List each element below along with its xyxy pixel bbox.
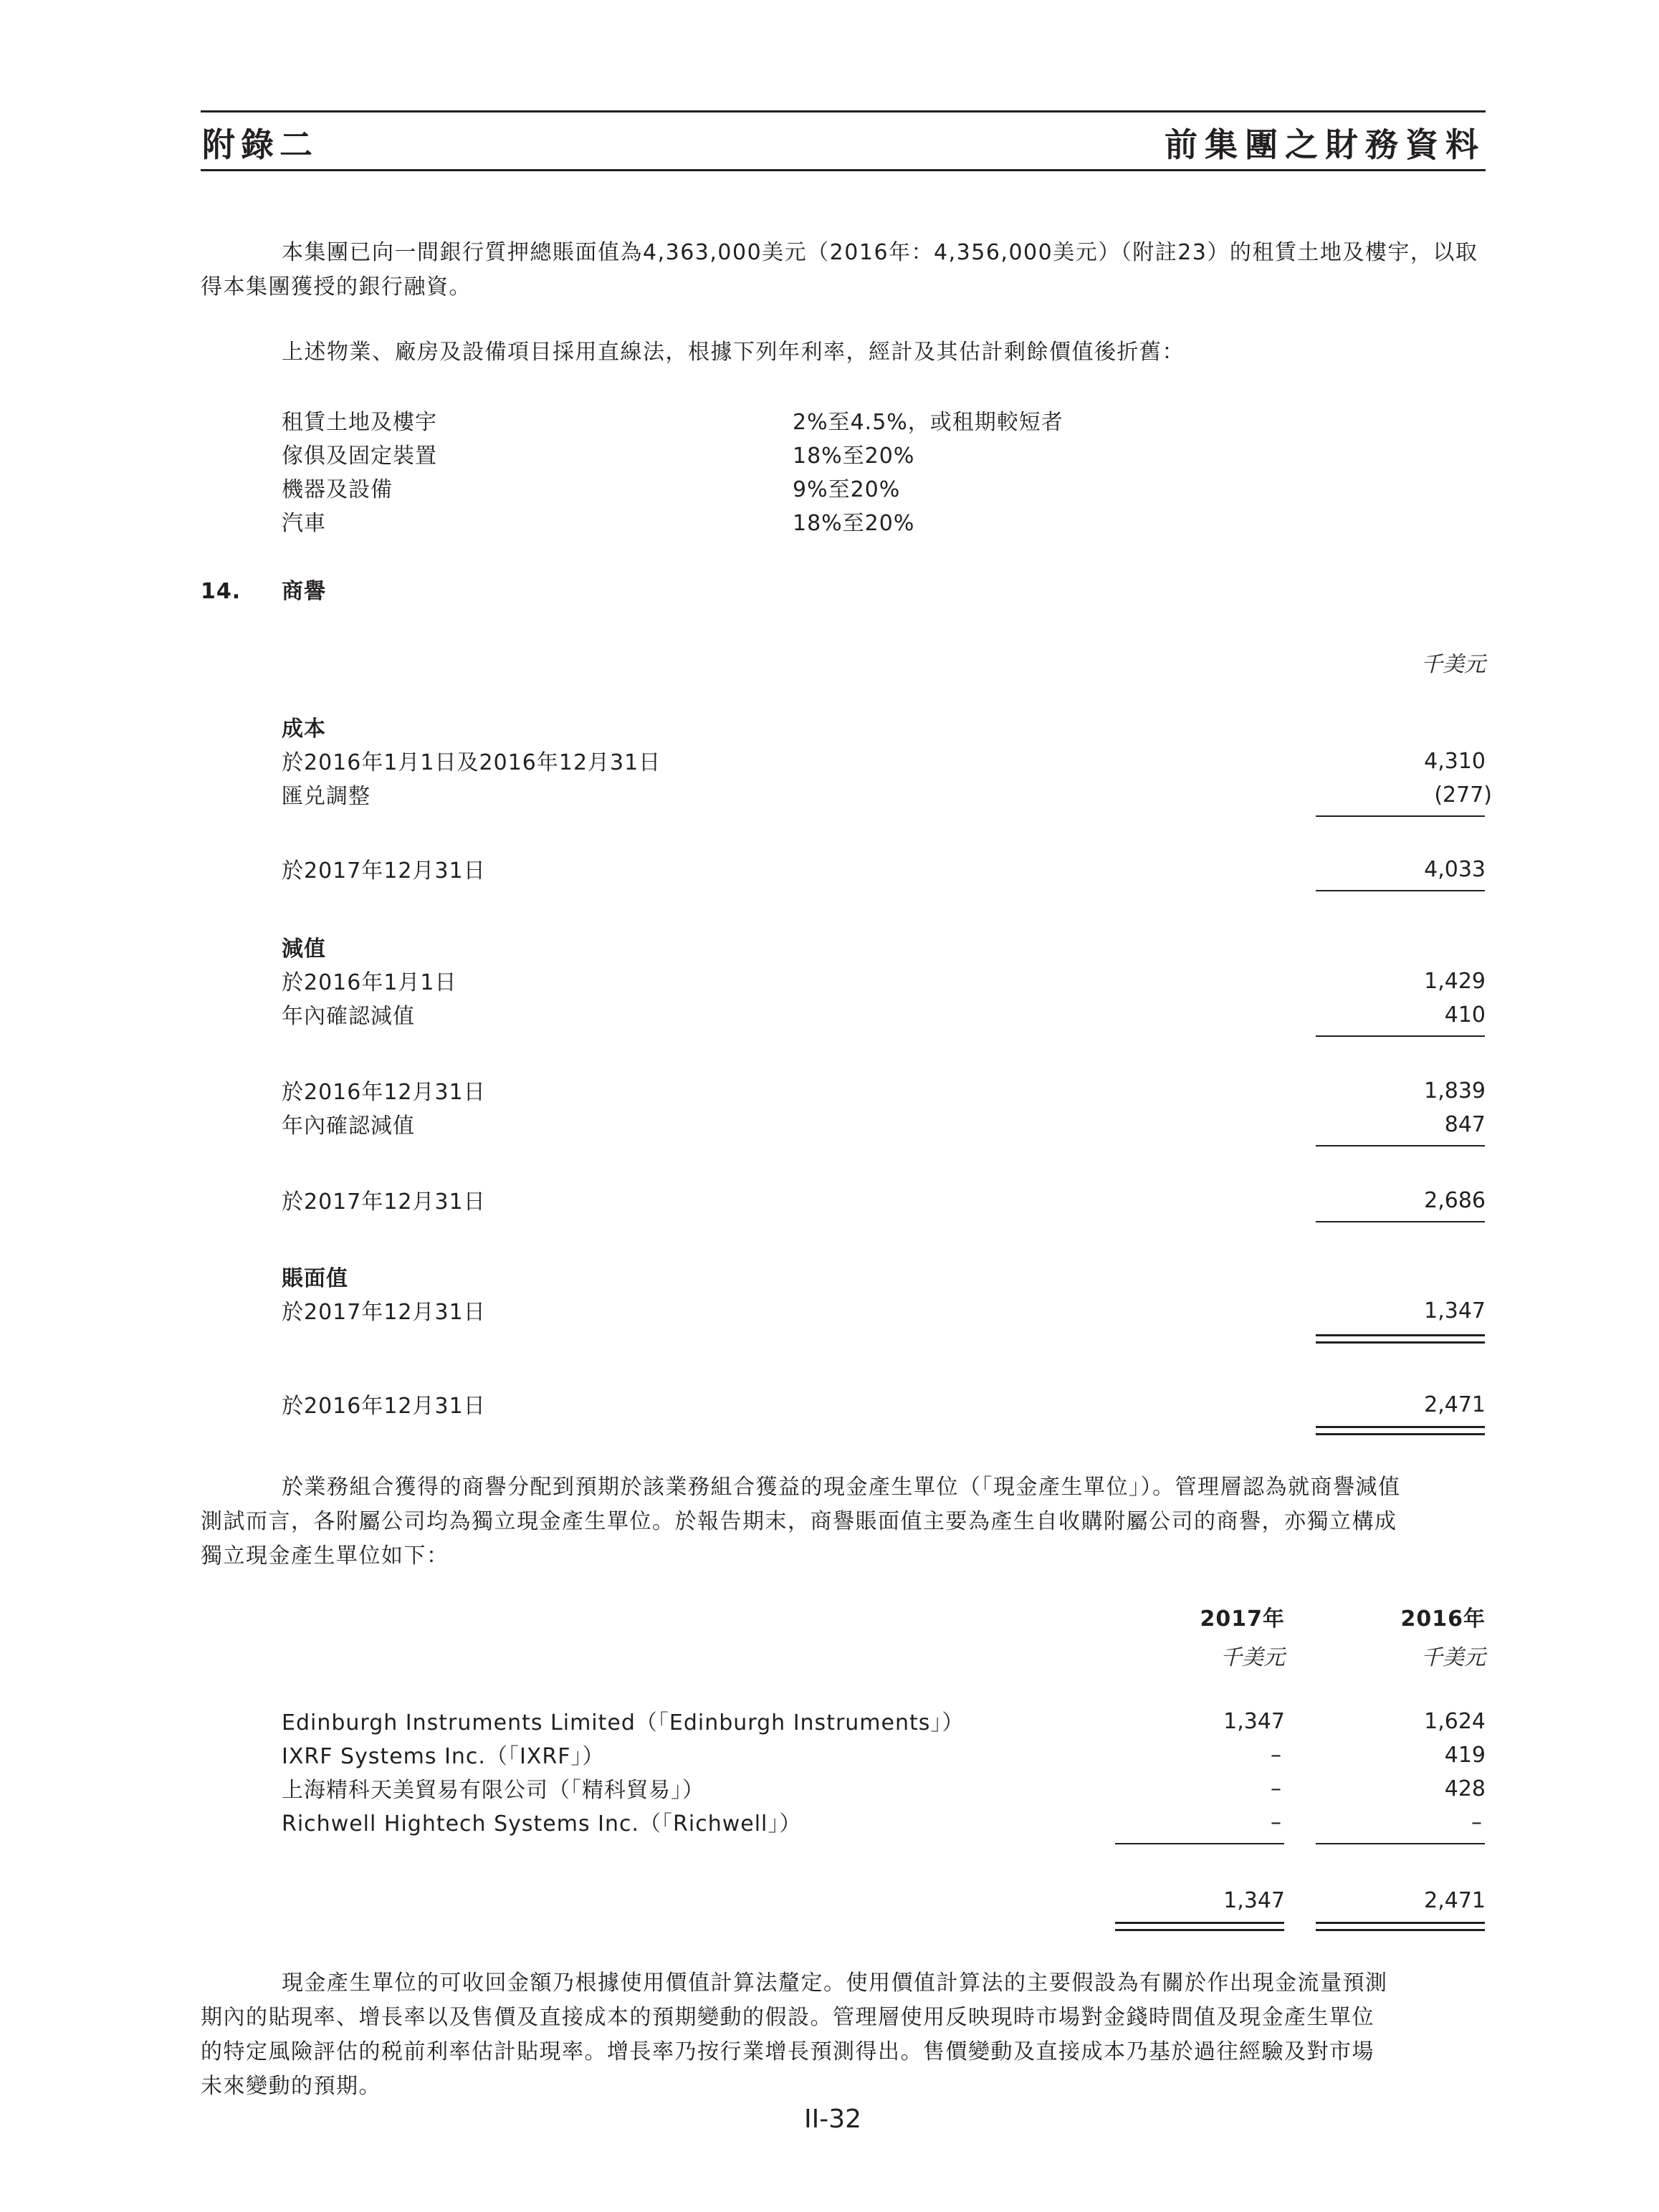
allocation-line2: 測試而言，各附屬公司均為獨立現金產生單位。於報告期末，商譽賬面值主要為產生自收購附屬公司的商譽，亦獨立構成 [201, 1509, 1397, 1534]
cgu-row-2017: – [1271, 1743, 1281, 1768]
carrying-2016-value: 2,471 [1424, 1392, 1486, 1417]
cgu-total-2016: 2,471 [1424, 1888, 1486, 1913]
cost-heading: 成本 [282, 717, 326, 742]
impairment-row-label: 於2016年12月31日 [282, 1080, 486, 1105]
cgu-row-label: IXRF Systems Inc.（「IXRF」） [282, 1744, 605, 1769]
impairment-total-rule [1316, 1221, 1485, 1222]
depreciation-item: 汽車 [282, 511, 326, 536]
closing-line4: 未來變動的預期。 [201, 2074, 381, 2099]
cgu-row-2017: – [1271, 1776, 1281, 1801]
cgu-row-2017: – [1271, 1810, 1281, 1835]
closing-line3: 的特定風險評估的税前利率估計貼現率。增長率乃按行業增長預測得出。售價變動及直接成本乃基於過往經驗及對市場 [201, 2039, 1374, 2064]
carrying-2017-value: 1,347 [1424, 1298, 1486, 1323]
impairment-row-value: 1,839 [1424, 1078, 1486, 1103]
impairment-row-value: 847 [1444, 1112, 1486, 1137]
cgu-col-2016-unit: 千美元 [1421, 1645, 1486, 1670]
carrying-2017-double-rule-bottom [1316, 1341, 1485, 1344]
cgu-subtotal-rule-2016 [1316, 1843, 1485, 1844]
depreciation-rate: 18%至20% [793, 444, 915, 469]
impairment-heading: 減值 [282, 937, 326, 962]
cgu-row-2016: – [1471, 1810, 1482, 1835]
cost-subtotal-rule [1316, 815, 1485, 817]
depreciation-item: 租賃土地及樓宇 [282, 410, 437, 435]
carrying-heading: 賬面值 [282, 1266, 348, 1291]
cgu-row-label: 上海精科天美貿易有限公司（「精科貿易」） [282, 1778, 704, 1803]
allocation-line1: 於業務組合獲得的商譽分配到預期於該業務組合獲益的現金產生單位（「現金產生單位」）。管理層認為就商譽減值 [282, 1475, 1401, 1500]
impairment-row-value: 1,429 [1424, 969, 1486, 994]
closing-line2: 期內的貼現率、增長率以及售價及直接成本的預期變動的假設。管理層使用反映現時市場對金錢時間值及現金產生單位 [201, 2005, 1374, 2030]
cgu-subtotal-rule-2017 [1115, 1843, 1284, 1844]
depreciation-rate: 18%至20% [793, 511, 915, 536]
cgu-row-2017: 1,347 [1223, 1709, 1285, 1734]
carrying-2016-double-rule-bottom [1316, 1433, 1485, 1435]
intro-para2: 上述物業、廠房及設備項目採用直線法，根據下列年利率，經計及其估計剩餘價值後折舊： [282, 340, 1185, 365]
page-number: II-32 [804, 2105, 862, 2134]
cost-row-label: 匯兑調整 [282, 784, 370, 809]
cost-total-rule [1316, 890, 1485, 891]
depreciation-item: 傢俱及固定裝置 [282, 444, 437, 469]
allocation-line3: 獨立現金產生單位如下： [201, 1543, 449, 1569]
cost-total-label: 於2017年12月31日 [282, 858, 486, 884]
cgu-total-double-rule-2016-top [1316, 1922, 1485, 1924]
header-left: 附錄二 [202, 125, 318, 164]
cgu-row-2016: 428 [1444, 1776, 1486, 1801]
carrying-2017-label: 於2017年12月31日 [282, 1300, 486, 1325]
cgu-row-2016: 1,624 [1424, 1709, 1486, 1734]
cost-row-value: (277) [1434, 782, 1492, 808]
cgu-row-label: Edinburgh Instruments Limited（「Edinburgh Instruments」） [282, 1710, 965, 1735]
cgu-total-2017: 1,347 [1223, 1888, 1285, 1913]
depreciation-item: 機器及設備 [282, 477, 393, 502]
depreciation-rate: 2%至4.5%，或租期較短者 [793, 410, 1063, 435]
cost-total-value: 4,033 [1424, 857, 1486, 882]
header-bottom-rule [201, 169, 1486, 171]
cgu-row-2016: 419 [1444, 1743, 1486, 1768]
cgu-col-2017-unit: 千美元 [1220, 1645, 1285, 1670]
carrying-2016-label: 於2016年12月31日 [282, 1394, 486, 1419]
carrying-2016-double-rule-top [1316, 1426, 1485, 1428]
cost-row-label: 於2016年1月1日及2016年12月31日 [282, 750, 661, 775]
cgu-col-2017-year: 2017年 [1200, 1607, 1285, 1632]
impairment-row-value: 410 [1444, 1002, 1486, 1028]
impairment-row-label: 年內確認減值 [282, 1114, 415, 1139]
impairment-subtotal-rule-2 [1316, 1145, 1485, 1146]
cgu-row-label: Richwell Hightech Systems Inc.（「Richwell」） [282, 1811, 802, 1837]
impairment-row-label: 於2016年1月1日 [282, 970, 457, 995]
impairment-total-value: 2,686 [1424, 1188, 1486, 1213]
goodwill-unit: 千美元 [1421, 652, 1486, 677]
cgu-total-double-rule-2017-top [1115, 1922, 1284, 1924]
impairment-row-label: 年內確認減值 [282, 1004, 415, 1029]
intro-para1-line1: 本集團已向一間銀行質押總賬面值為4,363,000美元（2016年：4,356,000美元）（附註23）的租賃土地及樓宇，以取 [282, 240, 1478, 265]
cgu-total-double-rule-2016-bottom [1316, 1929, 1485, 1931]
section-number: 14. [201, 579, 242, 604]
carrying-2017-double-rule-top [1316, 1334, 1485, 1336]
impairment-total-label: 於2017年12月31日 [282, 1189, 486, 1215]
header-right: 前集團之財務資料 [1165, 125, 1486, 164]
closing-line1: 現金產生單位的可收回金額乃根據使用價值計算法釐定。使用價值計算法的主要假設為有關於作出現金流量預測 [282, 1971, 1388, 1996]
cgu-col-2016-year: 2016年 [1400, 1607, 1486, 1632]
cost-row-value: 4,310 [1424, 749, 1486, 774]
impairment-subtotal-rule-1 [1316, 1035, 1485, 1037]
section-title: 商譽 [282, 579, 326, 604]
header-top-rule [201, 110, 1486, 112]
intro-para1-line2: 得本集團獲授的銀行融資。 [201, 274, 472, 300]
cgu-total-double-rule-2017-bottom [1115, 1929, 1284, 1931]
depreciation-rate: 9%至20% [793, 477, 901, 502]
